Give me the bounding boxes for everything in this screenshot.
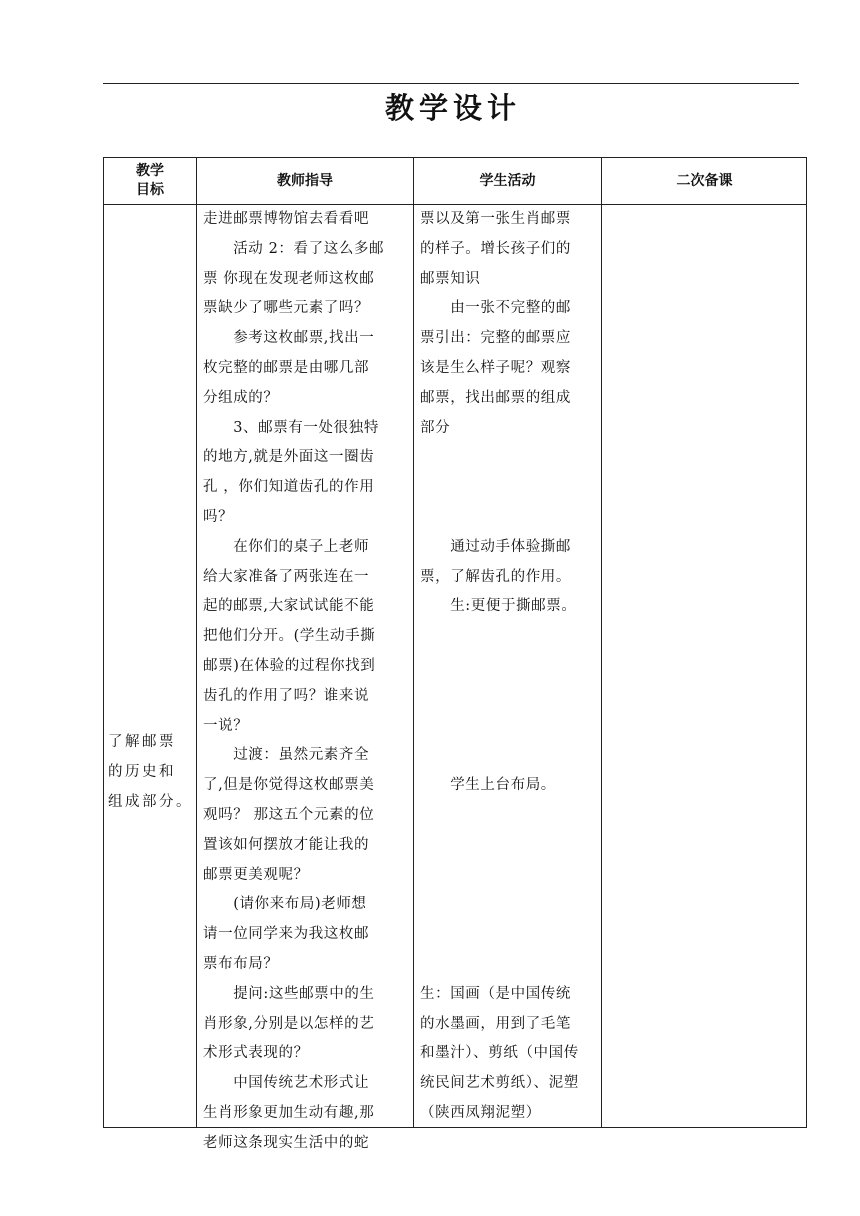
student-text-line [420,950,596,980]
student-text-line [420,801,596,831]
teacher-text-line: 一说？ [203,717,249,734]
teacher-text-line: 中国传统艺术形式让 [203,1075,370,1092]
teacher-text-line: 给大家准备了两张连在一 [203,568,370,585]
column-divider-2 [413,158,414,1127]
teacher-text-line: 的地方,就是外面这一圈齿 [203,449,375,466]
teacher-text-line: 3、邮票有一处很独特 [203,419,379,436]
student-text-line [420,741,596,771]
student-text-line: 票以及第一张生肖邮票 [420,211,571,227]
student-text-line: 的水墨画，用到了毛笔 [420,1015,571,1032]
teacher-text-line: 请一位同学来为我这枚邮 [203,926,370,943]
student-text-line: 邮票知识 [420,270,481,287]
header-goal [104,158,196,204]
column-divider-3 [601,158,602,1127]
student-text-line [420,652,596,682]
teacher-text-line: (请你来布局)老师想 [203,896,367,913]
student-text-line [420,682,596,712]
student-text-line [420,503,596,533]
teacher-text-line: 齿孔的作用了吗？谁来说 [203,687,370,704]
teacher-text-line: 枚完整的邮票是由哪几部 [203,359,370,376]
teacher-text-line: 票布布局？ [203,955,279,972]
student-text-line [420,920,596,950]
student-cell [420,205,596,1129]
teacher-text-line: 生肖形象更加生动有趣,那 [203,1104,375,1121]
student-text-line: 票，了解齿孔的作用。 [420,568,571,585]
student-text-line: 和墨汁）、剪纸（中国传 [420,1045,579,1062]
teacher-text-line: 了,但是你觉得这枚邮票美 [203,777,375,794]
teacher-text-line: 观吗？ 那这五个元素的位 [203,806,375,823]
teacher-text-line: 邮票更美观呢？ [203,866,309,883]
student-text-line: 票引出：完整的邮票应 [420,330,571,347]
goal-cell [108,728,196,817]
teacher-text-line: 邮票)在体验的过程你找到 [203,657,376,674]
student-text-line [420,831,596,861]
teacher-text-line: 置该如何摆放才能让我的 [203,836,370,853]
teacher-text-line: 老师这条现实生活中的蛇 [203,1134,370,1151]
student-text-line [420,443,596,473]
page-title: 教学设计 [384,91,521,125]
student-text-line: 生：国画（是中国传统 [420,985,571,1002]
teacher-text-line: 在你们的桌子上老师 [203,538,370,555]
teacher-text-line: 肖形象,分别是以怎样的艺 [203,1015,375,1032]
header-goal-line1: 教学 [136,163,164,179]
student-text-line: 通过动手体验撕邮 [420,538,571,555]
student-text-line: 统民间艺术剪纸）、泥塑 [420,1075,579,1092]
student-text-line: 生:更便于撕邮票。 [420,598,577,615]
student-text-line [420,712,596,742]
teacher-cell [203,205,406,1159]
header-secondary: 二次备课 [676,172,733,189]
teacher-text-line: 术形式表现的？ [203,1045,309,1062]
teacher-text-line: 走进邮票博物馆去看看吧 [203,211,370,227]
goal-text-line: 组成部分。 [108,793,193,810]
teacher-text-line: 过渡：虽然元素齐全 [203,747,370,764]
teacher-text-line: 票 你现在发现老师这枚邮 [203,270,375,287]
top-rule [103,83,799,84]
student-text-line [420,473,596,503]
teacher-text-line: 提问:这些邮票中的生 [203,985,375,1002]
student-text-line: 邮票，找出邮票的组成 [420,389,571,406]
column-divider-1 [196,158,197,1127]
teacher-text-line: 吗？ [203,508,234,525]
teacher-text-line: 活动 2：看了这么多邮 [203,240,385,257]
goal-text-line: 了解邮票 [108,734,176,750]
goal-text-line: 的历史和 [108,763,176,780]
student-text-line [420,861,596,891]
teacher-text-line: 把他们分开。(学生动手撕 [203,628,376,645]
student-text-line: 该是生么样子呢？观察 [420,359,571,376]
header-student: 学生活动 [479,172,536,189]
student-text-line [420,890,596,920]
student-text-line [420,622,596,652]
header-teacher: 教师指导 [277,172,333,189]
student-text-line: 学生上台布局。 [420,777,556,794]
student-text-line: 的样子。增长孩子们的 [420,240,571,257]
teacher-text-line: 分组成的？ [203,389,279,406]
teacher-text-line: 参考这枚邮票,找出一 [203,330,375,347]
student-text-line: 由一张不完整的邮 [420,300,571,317]
student-text-line: 部分 [420,419,451,436]
teacher-text-line: 票缺少了哪些元素了吗？ [203,300,370,317]
teacher-text-line: 孔 ，你们知道齿孔的作用 [203,479,375,496]
lesson-table [103,157,807,1151]
teacher-text-line: 起的邮票,大家试试能不能 [203,598,375,615]
header-goal-line2: 目标 [136,182,164,198]
student-text-line: （陕西凤翔泥塑） [420,1104,541,1121]
